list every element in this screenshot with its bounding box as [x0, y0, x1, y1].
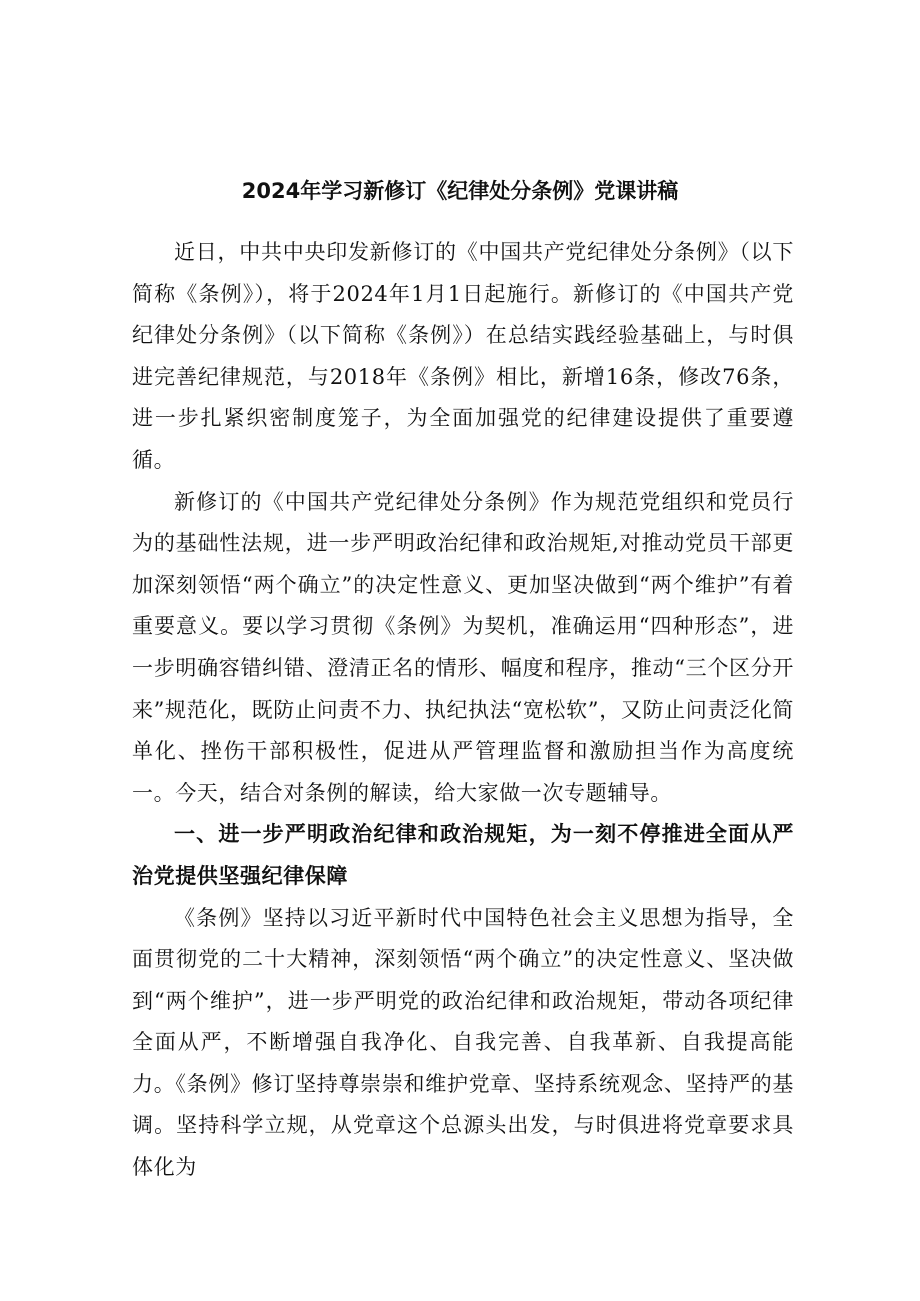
- section-heading-1: 一、进一步严明政治纪律和政治规矩，为一刻不停推进全面从严治党提供坚强纪律保障: [132, 822, 794, 888]
- section-paragraph-1: 《条例》坚持以习近平新时代中国特色社会主义思想为指导，全面贯彻党的二十大精神，深刻领悟“两个确立”的决定性意义、坚决做到“两个维护”，进一步严明党的政治纪律和政治规矩，带动各项纪律全面从严，不断增强自我净化、自我完善、自我革新、自我提高能力。《条例》修订坚持尊崇崇和维护党章、坚持系统观念、坚持严的基调。坚持科学立规，从党章这个总源头出发，与时俱进将党章要求具体化为: [132, 905, 794, 1180]
- document-title: 2024年学习新修订《纪律处分条例》党课讲稿: [241, 179, 679, 203]
- body-paragraph-2: 新修订的《中国共产党纪律处分条例》作为规范党组织和党员行为的基础性法规，进一步严明政治纪律和政治规矩,对推动党员干部更加深刻领悟“两个确立”的决定性意义、更加坚决做到“两个维护”有着重要意义。要以学习贯彻《条例》为契机，准确运用“四种形态”，进一步明确容错纠错、澄清正名的情形、幅度和程序，推动“三个区分开来”规范化，既防止问责不力、执纪执法“宽松软”，又防止问责泛化简单化、挫伤干部积极性，促进从严管理监督和激励担当作为高度统一。今天，结合对条例的解读，给大家做一次专题辅导。: [132, 489, 794, 805]
- body-paragraph-1: 近日，中共中央印发新修订的《中国共产党纪律处分条例》（以下简称《条例》），将于2024年1月1日起施行。新修订的《中国共产党纪律处分条例》（以下简称《条例》）在总结实践经验基础上，与时俱进完善纪律规范，与2018年《条例》相比，新增16条，修改76条，进一步扎紧织密制度笼子，为全面加强党的纪律建设提供了重要遵循。: [132, 240, 794, 472]
- document-body: [132, 232, 794, 1189]
